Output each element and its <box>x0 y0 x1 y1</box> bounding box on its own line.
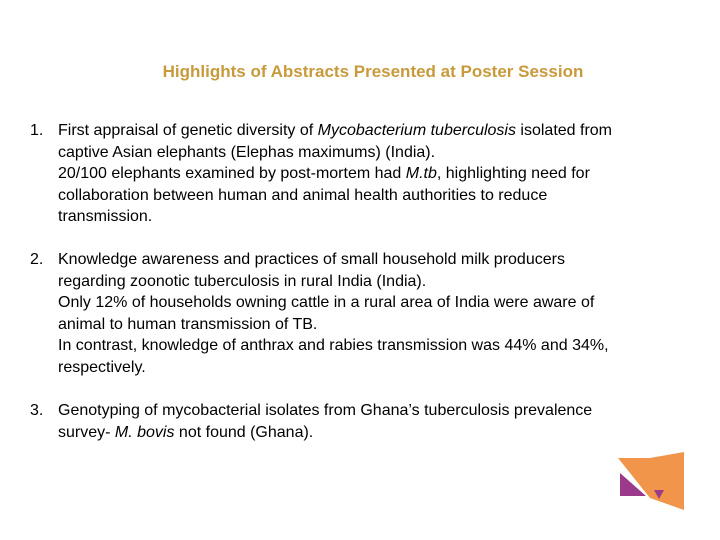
slide-title: Highlights of Abstracts Presented at Poster Session <box>162 62 584 81</box>
item-detail-line-2: animal to human transmission of TB. <box>58 315 318 333</box>
item-title-line-1: First appraisal of genetic diversity of Mycobacterium tuberculosis isolated from <box>58 122 613 139</box>
item-number: 3. <box>30 402 44 419</box>
item-title-line-2: captive Asian elephants (Elephas maximums) (India). <box>58 143 436 161</box>
item-detail-line-3: In contrast, knowledge of anthrax and rabies transmission was 44% and 34%, <box>58 337 609 354</box>
item-detail-line-2: collaboration between human and animal health authorities to reduce <box>58 186 548 204</box>
item-detail-line-4: respectively. <box>58 358 146 376</box>
item-detail-line-1: 20/100 elephants examined by post-mortem had M.tb, highlighting need for <box>58 165 590 182</box>
item-title-line-1: Knowledge awareness and practices of small household milk producers <box>58 251 565 268</box>
pathogen-abbrev: M.tb <box>405 165 437 182</box>
item-body <box>58 249 698 378</box>
item-number: 1. <box>30 122 44 139</box>
item-body <box>58 400 698 443</box>
species-name: Mycobacterium tuberculosis <box>317 122 516 139</box>
item-detail-line-3: transmission. <box>58 208 153 225</box>
species-name: M. bovis <box>114 423 175 441</box>
item-title-line-2: survey- M. bovis not found (Ghana). <box>58 423 314 441</box>
triangles-logo-icon <box>618 452 684 510</box>
abstract-item-2 <box>30 249 698 378</box>
item-title-line-2: regarding zoonotic tuberculosis in rural India (India). <box>58 272 427 290</box>
abstract-item-3 <box>30 400 698 443</box>
item-title-line-1: Genotyping of mycobacterial isolates from Ghana’s tuberculosis prevalence <box>58 402 593 419</box>
item-detail-line-1: Only 12% of households owning cattle in a rural area of India were aware of <box>58 294 595 311</box>
item-number: 2. <box>30 251 44 268</box>
logo-orange-large-shape <box>650 452 684 510</box>
item-body <box>58 120 698 228</box>
abstract-item-1 <box>30 120 698 228</box>
